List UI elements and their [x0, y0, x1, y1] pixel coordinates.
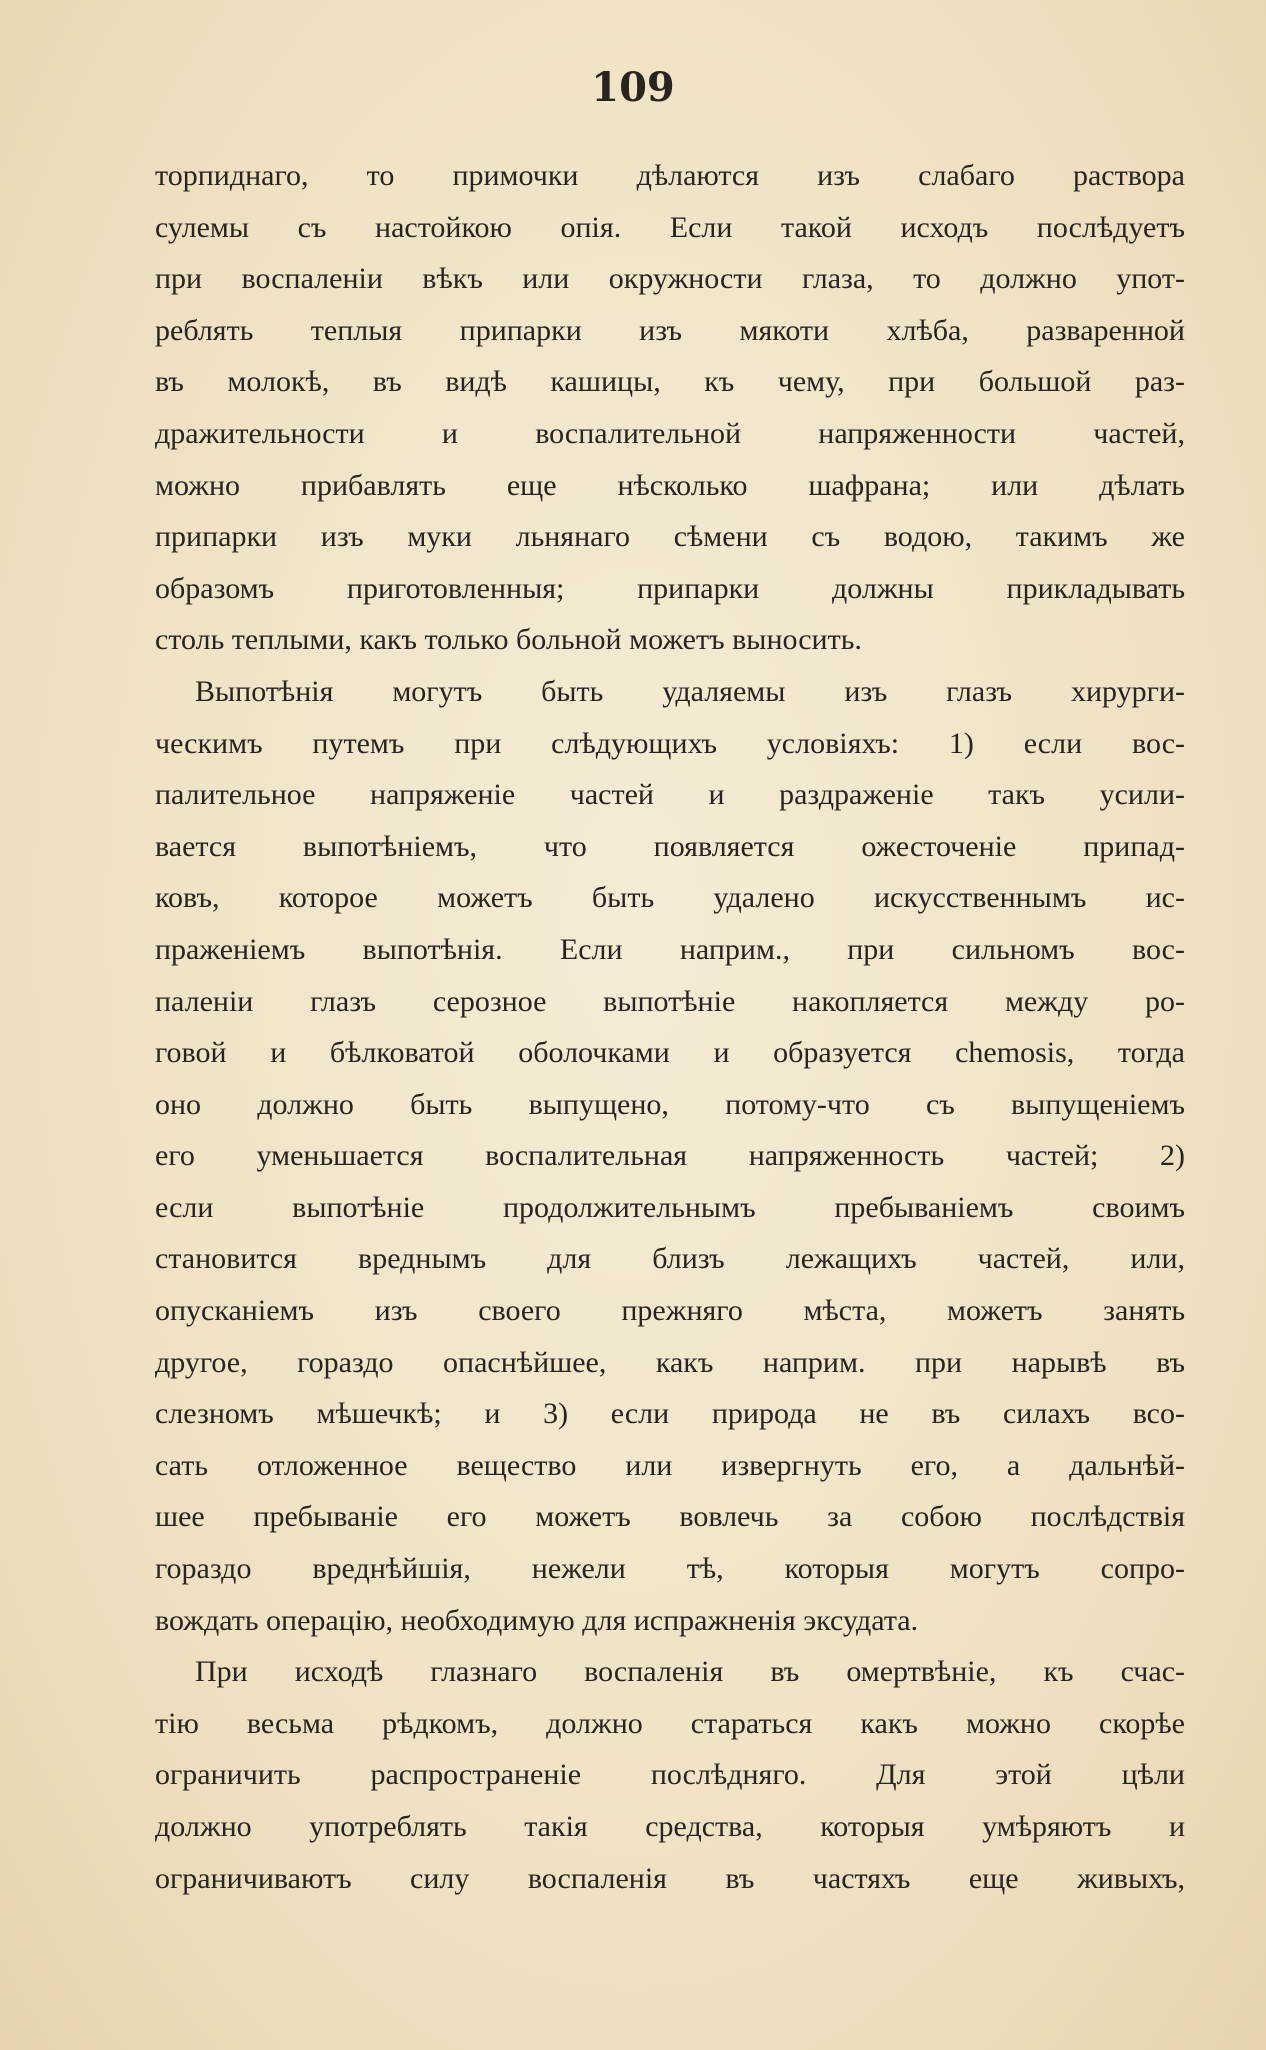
text-line: ковъ, которое можетъ быть удалено искусственнымъ ис-: [155, 881, 1185, 915]
paragraph: [155, 1646, 1185, 1904]
text-line: паленіи глазъ серозное выпотѣніе накопляется между ро-: [155, 984, 1185, 1018]
text-line: ческимъ путемъ при слѣдующихъ условіяхъ: 1) если вос-: [155, 726, 1185, 760]
text-line: Выпотѣнія могутъ быть удаляемы изъ глазъ хирурги-: [195, 674, 1185, 708]
text-line: дражительности и воспалительной напряженности частей,: [155, 416, 1185, 450]
text-line: его уменьшается воспалительная напряженность частей; 2): [155, 1139, 1185, 1173]
text-line: вается выпотѣніемъ, что появляется ожесточеніе припад-: [155, 829, 1185, 863]
text-line: столь теплыми, какъ только больной можетъ выносить.: [155, 623, 862, 657]
text-line: при воспаленіи вѣкъ или окружности глаза, то должно упот-: [155, 262, 1185, 296]
text-line: праженіемъ выпотѣнія. Если наприм., при сильномъ вос-: [155, 932, 1185, 966]
text-line: другое, гораздо опаснѣйшее, какъ наприм. при нарывѣ въ: [155, 1345, 1185, 1379]
body-text: [155, 150, 1185, 1904]
text-line: тію весьма рѣдкомъ, должно стараться какъ можно скорѣе: [155, 1706, 1185, 1740]
text-line: шее пребываніе его можетъ вовлечь за собою послѣдствія: [155, 1500, 1185, 1534]
text-line: припарки изъ муки льнянаго сѣмени съ водою, такимъ же: [155, 520, 1185, 554]
text-line: ограничить распространеніе послѣдняго. Для этой цѣли: [155, 1758, 1185, 1792]
text-line: вождать операцію, необходимую для испражненія эксудата.: [155, 1603, 919, 1637]
text-line: слезномъ мѣшечкѣ; и 3) если природа не въ силахъ всо-: [155, 1397, 1185, 1431]
paragraph: [155, 150, 1185, 666]
page-number: 109: [591, 64, 675, 111]
text-line: ограничиваютъ силу воспаленія въ частяхъ еще живыхъ,: [155, 1861, 1185, 1895]
text-line: въ молокѣ, въ видѣ кашицы, къ чему, при большой раз-: [155, 365, 1185, 399]
text-line: должно употреблять такія средства, которыя умѣряютъ и: [155, 1810, 1185, 1843]
text-line: При исходѣ глазнаго воспаленія въ омертвѣніе, къ счас-: [195, 1655, 1185, 1689]
text-line: если выпотѣніе продолжительнымъ пребываніемъ своимъ: [155, 1190, 1185, 1224]
text-line: реблять теплыя припарки изъ мякоти хлѣба, разваренной: [155, 313, 1185, 347]
text-line: становится вреднымъ для близъ лежащихъ частей, или,: [155, 1242, 1185, 1276]
text-line: говой и бѣлковатой оболочками и образуется chemosis, тогда: [155, 1036, 1185, 1070]
text-line: оно должно быть выпущено, потому-что съ выпущеніемъ: [155, 1087, 1185, 1121]
text-line: палительное напряженіе частей и раздраженіе такъ усили-: [155, 778, 1185, 812]
text-line: образомъ приготовленныя; припарки должны прикладывать: [155, 571, 1185, 605]
text-line: можно прибавлять еще нѣсколько шафрана; или дѣлать: [155, 468, 1185, 502]
text-line: опусканіемъ изъ своего прежняго мѣста, можетъ занять: [155, 1294, 1185, 1328]
paragraph: [155, 666, 1185, 1646]
text-line: сулемы съ настойкою опія. Если такой исходъ послѣдуетъ: [155, 210, 1185, 244]
text-line: сать отложенное вещество или извергнуть его, а дальнѣй-: [155, 1448, 1185, 1482]
text-line: гораздо вреднѣйшія, нежели тѣ, которыя могутъ сопро-: [155, 1552, 1185, 1586]
text-line: торпиднаго, то примочки дѣлаются изъ слабаго раствора: [155, 159, 1185, 192]
